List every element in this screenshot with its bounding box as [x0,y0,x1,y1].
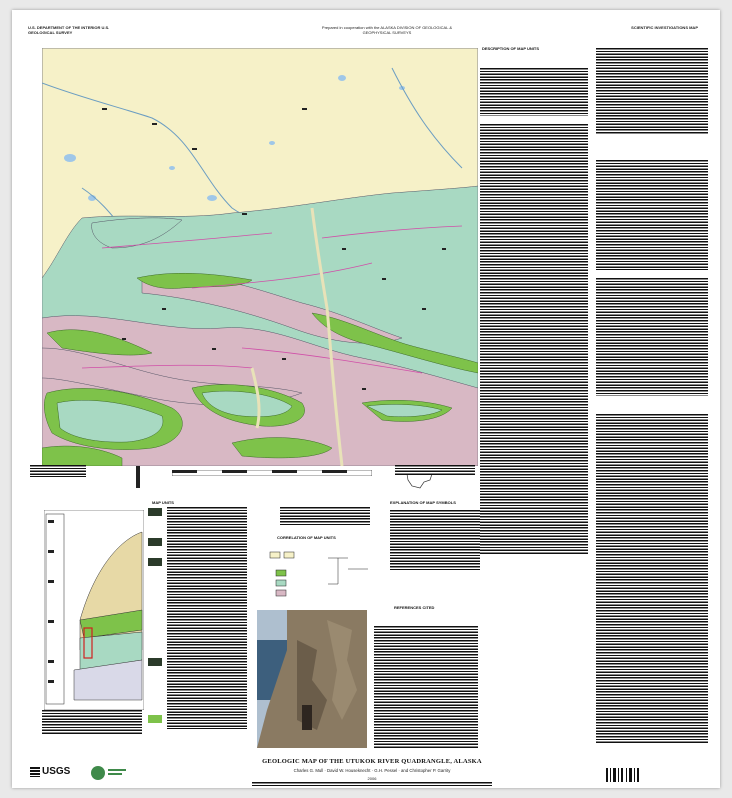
map-credits [30,465,86,477]
unit-box-3 [148,558,162,566]
correlation-diagram [268,544,378,604]
text-column-2c [596,278,708,396]
map-title: GEOLOGIC MAP OF THE UTUKOK RIVER QUADRANGLE, ALASKA [262,758,482,765]
usgs-logo-text: USGS [42,766,71,777]
section-heading-description: DESCRIPTION OF MAP UNITS [482,46,540,51]
stratigraphic-column [44,510,144,710]
map-sheet [12,10,720,788]
north-arrow [136,466,140,488]
references-text [374,626,478,748]
unit-box-4 [148,658,162,666]
dggs-logo [90,764,130,782]
map-notes [395,465,475,475]
unit-box-5 [148,715,162,723]
outcrop-photo [257,610,367,748]
geologic-map [42,48,478,466]
text-column-2a [596,48,708,134]
column-caption [42,710,142,734]
barcode [606,768,640,782]
section-heading-units: MAP UNITS [152,500,174,505]
section-heading-explanation: EXPLANATION OF MAP SYMBOLS [390,500,456,505]
text-column-1b [480,124,588,554]
scale-bar [172,470,372,476]
text-column-1a [480,68,588,116]
symbol-explanation [390,510,480,570]
footer-note [252,782,492,786]
map-authors: Charles G. Mull · David W. Houseknecht · G.H. Pessel · and Christopher P. Garrity [293,768,451,773]
correlation-notes [280,507,370,525]
section-heading-correlation: CORRELATION OF MAP UNITS [277,535,336,540]
text-column-2b [596,160,708,270]
cooperation-header: Prepared in cooperation with the ALASKA DIVISION OF GEOLOGICAL & GEOPHYSICAL SURVEYS [321,25,453,35]
unit-descriptions [167,507,247,729]
unit-box-1 [148,508,162,516]
section-heading-references: REFERENCES CITED [394,605,435,610]
usgs-logo [30,766,70,777]
publication-year: 2006 [367,776,377,781]
unit-box-2 [148,538,162,546]
text-column-2d [596,414,708,744]
agency-header: U.S. DEPARTMENT OF THE INTERIOR U.S. GEOLOGICAL SURVEY [28,25,110,35]
series-header: SCIENTIFIC INVESTIGATIONS MAP [631,25,698,30]
